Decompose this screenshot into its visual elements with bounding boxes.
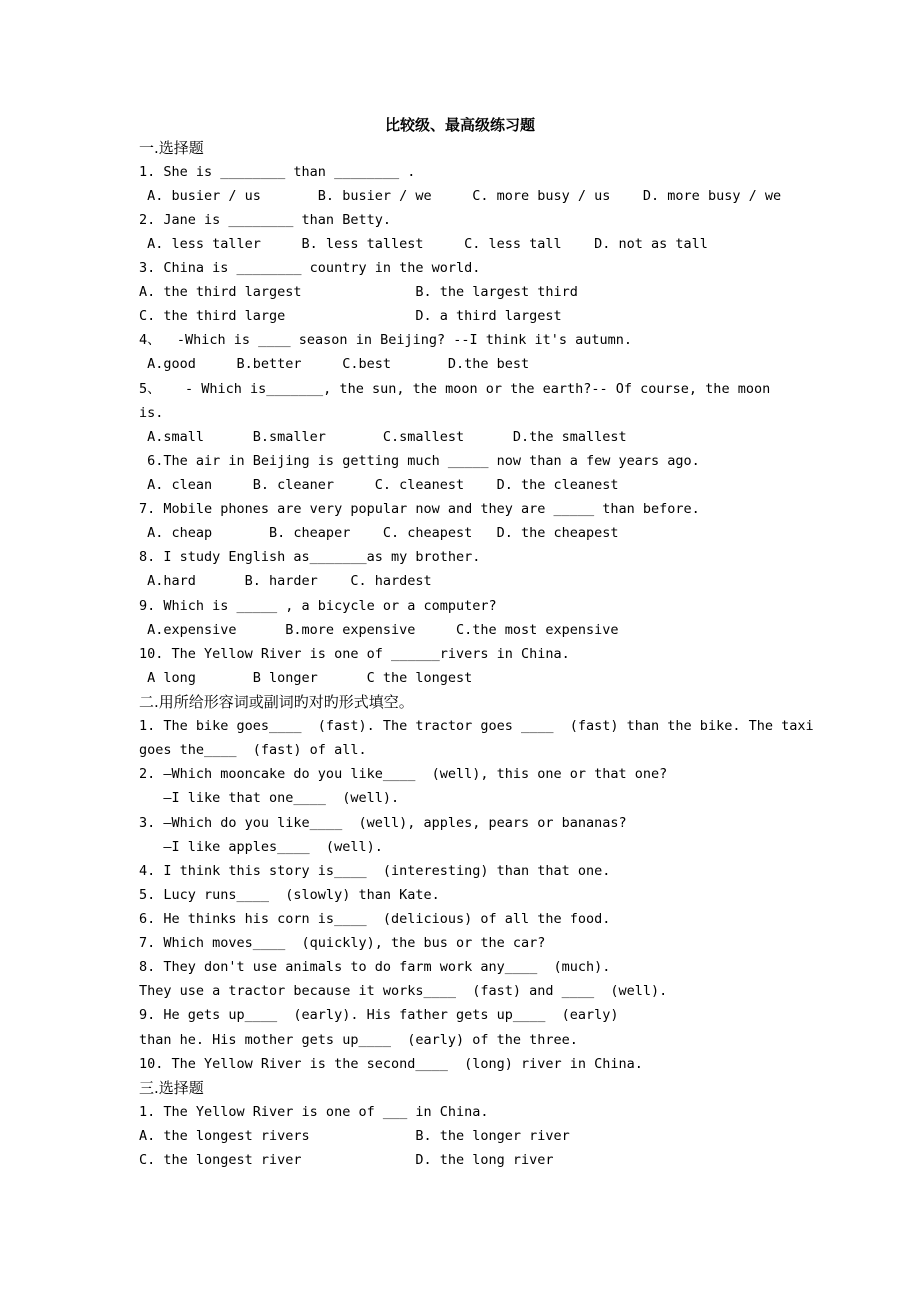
fill-in-line: 5. Lucy runs____ (slowly) than Kate. <box>139 887 440 903</box>
fill-in-line: goes the____ (fast) of all. <box>139 742 367 758</box>
fill-in-line: 2. —Which mooncake do you like____ (well), this one or that one? <box>139 766 668 782</box>
fill-in-line: —I like that one____ (well). <box>139 790 400 806</box>
question-line: 6.The air in Beijing is getting much _____ now than a few years ago. <box>139 453 700 469</box>
question-line: 1. The Yellow River is one of ___ in China. <box>139 1104 489 1120</box>
options-line: A. the third largest B. the largest third <box>139 284 578 300</box>
fill-in-line: 6. He thinks his corn is____ (delicious) of all the food. <box>139 911 611 927</box>
options-line: C. the third large D. a third largest <box>139 308 562 324</box>
section-3-heading: 三.选择题 <box>139 1079 204 1097</box>
question-line: 5、 - Which is_______, the sun, the moon or the earth?-- Of course, the moon <box>139 381 771 397</box>
page-title: 比较级、最高级练习题 <box>384 116 535 134</box>
question-line: 9. Which is _____ , a bicycle or a computer? <box>139 598 497 614</box>
options-line: C. the longest river D. the long river <box>139 1152 554 1168</box>
question-line: 4、 -Which is ____ season in Beijing? --I think it's autumn. <box>139 332 633 348</box>
fill-in-line: —I like apples____ (well). <box>139 839 383 855</box>
options-line: A.small B.smaller C.smallest D.the smallest <box>139 429 627 445</box>
fill-in-line: 9. He gets up____ (early). His father gets up____ (early) <box>139 1007 619 1023</box>
options-line: A. cheap B. cheaper C. cheapest D. the cheapest <box>139 525 619 541</box>
fill-in-line: They use a tractor because it works____ (fast) and ____ (well). <box>139 983 668 999</box>
options-line: A.good B.better C.best D.the best <box>139 356 530 372</box>
question-line: 7. Mobile phones are very popular now and they are _____ than before. <box>139 501 700 517</box>
section-1-heading: 一.选择题 <box>139 139 204 157</box>
fill-in-line: 3. —Which do you like____ (well), apples, pears or bananas? <box>139 815 627 831</box>
question-line-continued: is. <box>139 405 164 421</box>
options-line: A long B longer C the longest <box>139 670 473 686</box>
options-line: A.expensive B.more expensive C.the most expensive <box>139 622 619 638</box>
options-line: A. the longest rivers B. the longer river <box>139 1128 570 1144</box>
question-line: 3. China is ________ country in the world. <box>139 260 481 276</box>
fill-in-line: 1. The bike goes____ (fast). The tractor goes ____ (fast) than the bike. The taxi <box>139 718 814 734</box>
question-line: 1. She is ________ than ________ . <box>139 164 416 180</box>
options-line: A. less taller B. less tallest C. less tall D. not as tall <box>139 236 708 252</box>
fill-in-line: than he. His mother gets up____ (early) of the three. <box>139 1032 578 1048</box>
options-line: A. clean B. cleaner C. cleanest D. the cleanest <box>139 477 619 493</box>
fill-in-line: 8. They don't use animals to do farm work any____ (much). <box>139 959 611 975</box>
fill-in-line: 10. The Yellow River is the second____ (long) river in China. <box>139 1056 643 1072</box>
question-line: 8. I study English as_______as my brother. <box>139 549 481 565</box>
fill-in-line: 7. Which moves____ (quickly), the bus or the car? <box>139 935 546 951</box>
question-line: 2. Jane is ________ than Betty. <box>139 212 391 228</box>
options-line: A. busier / us B. busier / we C. more busy / us D. more busy / we <box>139 188 782 204</box>
question-line: 10. The Yellow River is one of ______rivers in China. <box>139 646 570 662</box>
options-line: A.hard B. harder C. hardest <box>139 573 432 589</box>
section-2-heading: 二.用所给形容词或副词旳对旳形式填空。 <box>139 693 414 711</box>
fill-in-line: 4. I think this story is____ (interesting) than that one. <box>139 863 611 879</box>
